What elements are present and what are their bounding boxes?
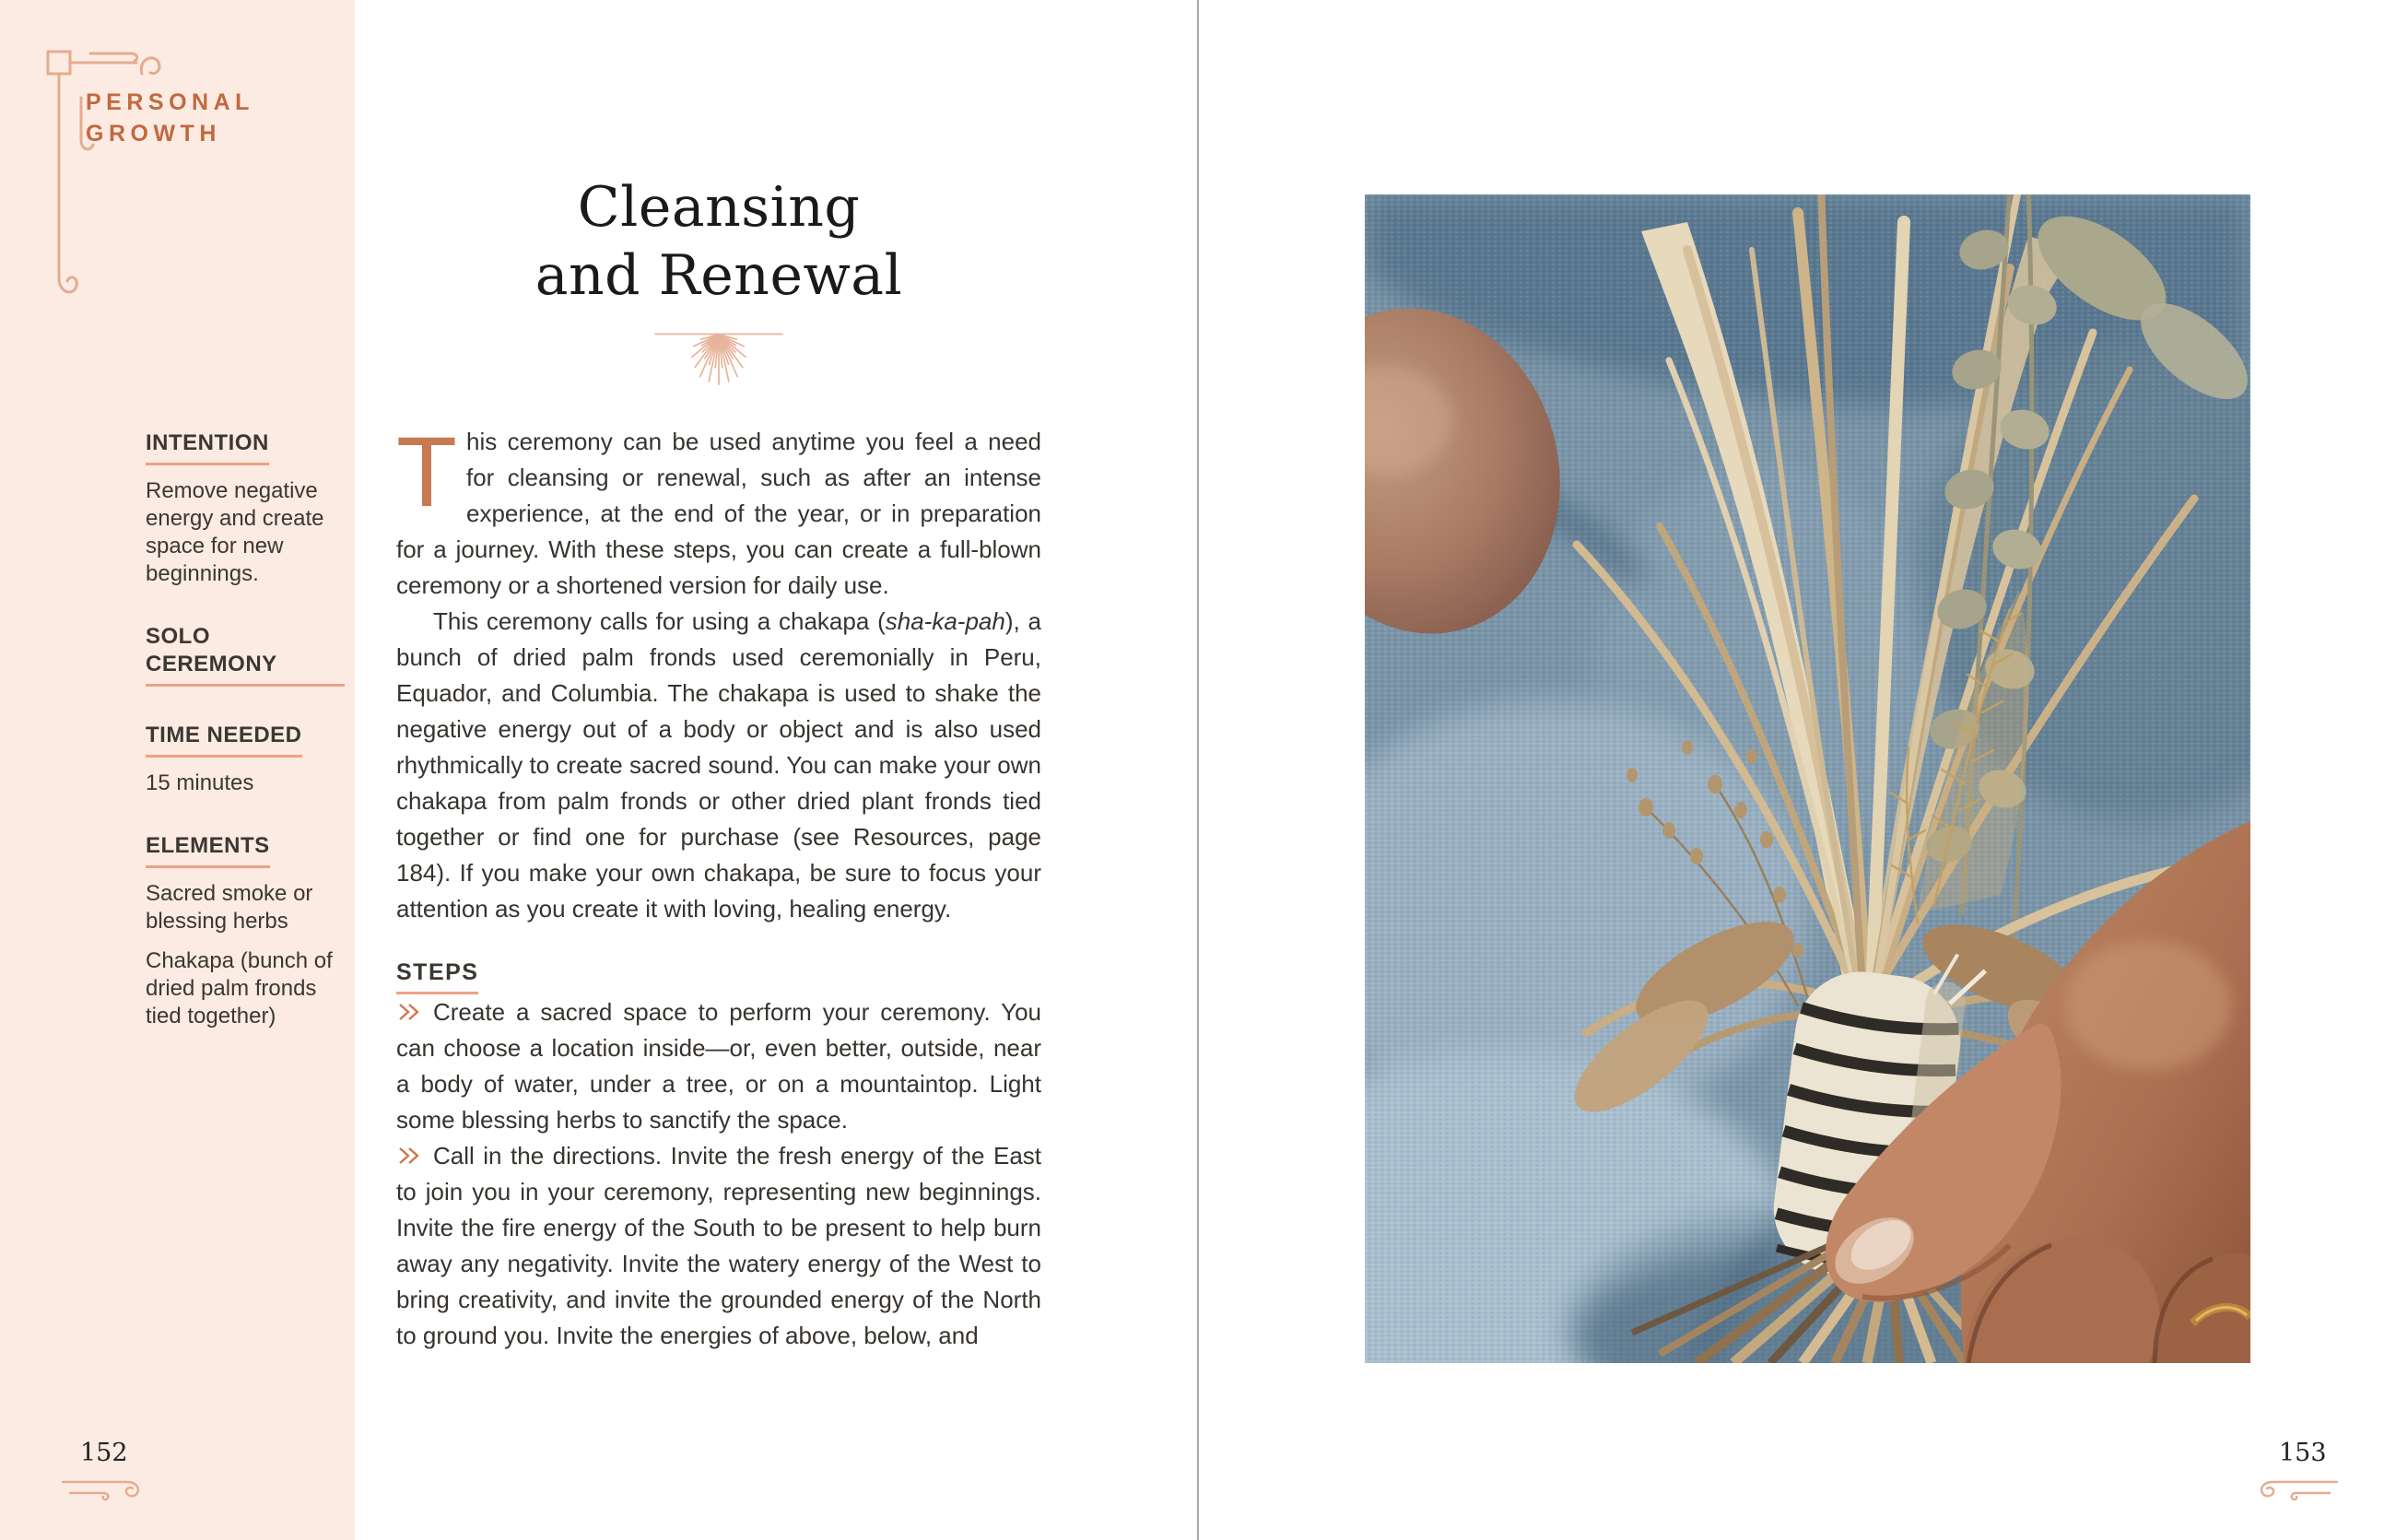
category-sidebar xyxy=(0,0,355,1540)
footer-flourish-left-icon xyxy=(59,1475,151,1506)
chevron-bullet-icon xyxy=(396,1146,424,1166)
step-item xyxy=(396,994,1041,1138)
paragraph-intro xyxy=(396,416,1041,604)
sidebar-section-intention xyxy=(146,429,345,588)
paragraph-chakapa-text: ), a bunch of dried palm fronds used ceremonially in Peru, Equador, and Columbia. The chakapa is used to shake the negative energy out of a body or object and is also used rhythmically to create sacred sound. You can make your own chakapa from palm fronds or other dried plant fronds tied together or find one for purchase (see Resources, page 184). If you make your own chakapa, be sure to focus your attention as you create it with loving, healing energy. xyxy=(396,607,1041,923)
section-heading: TIME NEEDED xyxy=(146,722,345,758)
sidebar-section-time-needed xyxy=(146,722,345,797)
page-number-left: 152 xyxy=(80,1439,128,1467)
sidebar-section-solo-ceremony xyxy=(146,623,345,687)
sidebar-sections xyxy=(146,429,345,1030)
page-title-line1: Cleansing xyxy=(577,175,861,240)
chapter-article xyxy=(396,0,1041,1354)
step-item xyxy=(396,1138,1041,1354)
paragraph-intro-text: his ceremony can be used anytime you feel a need for cleansing or renewal, such as after an intense experience, at the end of the year, or in preparation for a journey. With these steps, you can create a full-blown ceremony or a shortened version for daily use. xyxy=(396,428,1041,599)
chakapa-photo xyxy=(1365,194,2250,1363)
section-heading: ELEMENTS xyxy=(146,832,345,868)
page-title-line2: and Renewal xyxy=(534,243,903,308)
step-text: Create a sacred space to perform your ceremony. You can choose a location inside—or, even better, outside, near a body of water, under a tree, or on a mountaintop. Light some blessing herbs to sanctify the space. xyxy=(396,998,1041,1134)
category-label: PERSONAL GROWTH xyxy=(86,89,254,147)
section-heading: SOLO CEREMONY xyxy=(146,623,345,687)
pronunciation-italic: sha-ka-pah xyxy=(885,607,1005,635)
page-number-right: 153 xyxy=(2279,1439,2327,1467)
dropcap: T xyxy=(396,416,457,527)
sunburst-ornament-icon xyxy=(627,328,811,387)
page-title xyxy=(396,0,1041,310)
section-text: Chakapa (bunch of dried palm fronds tied together) xyxy=(146,948,333,1029)
footer-flourish-right-icon xyxy=(2249,1475,2341,1506)
steps-heading: STEPS xyxy=(396,958,1041,994)
paragraph-chakapa xyxy=(396,604,1041,927)
section-heading: INTENTION xyxy=(146,429,345,465)
chevron-bullet-icon xyxy=(396,1002,424,1022)
sidebar-section-elements xyxy=(146,832,345,1030)
section-text: Remove negative energy and create space for new beginnings. xyxy=(146,478,324,586)
section-text: Sacred smoke or blessing herbs xyxy=(146,881,313,934)
section-text: 15 minutes xyxy=(146,770,254,795)
step-text: Call in the directions. Invite the fresh energy of the East to join you in your ceremony, representing new beginnings. Invite the fire energy of the South to be present to help burn away any negativity. Invite the watery energy of the West to bring creativity, and invite the grounded energy of the North to ground you. Invite the energies of above, below, and xyxy=(396,1142,1041,1349)
paragraph-chakapa-text: This ceremony calls for using a chakapa ( xyxy=(433,607,886,635)
